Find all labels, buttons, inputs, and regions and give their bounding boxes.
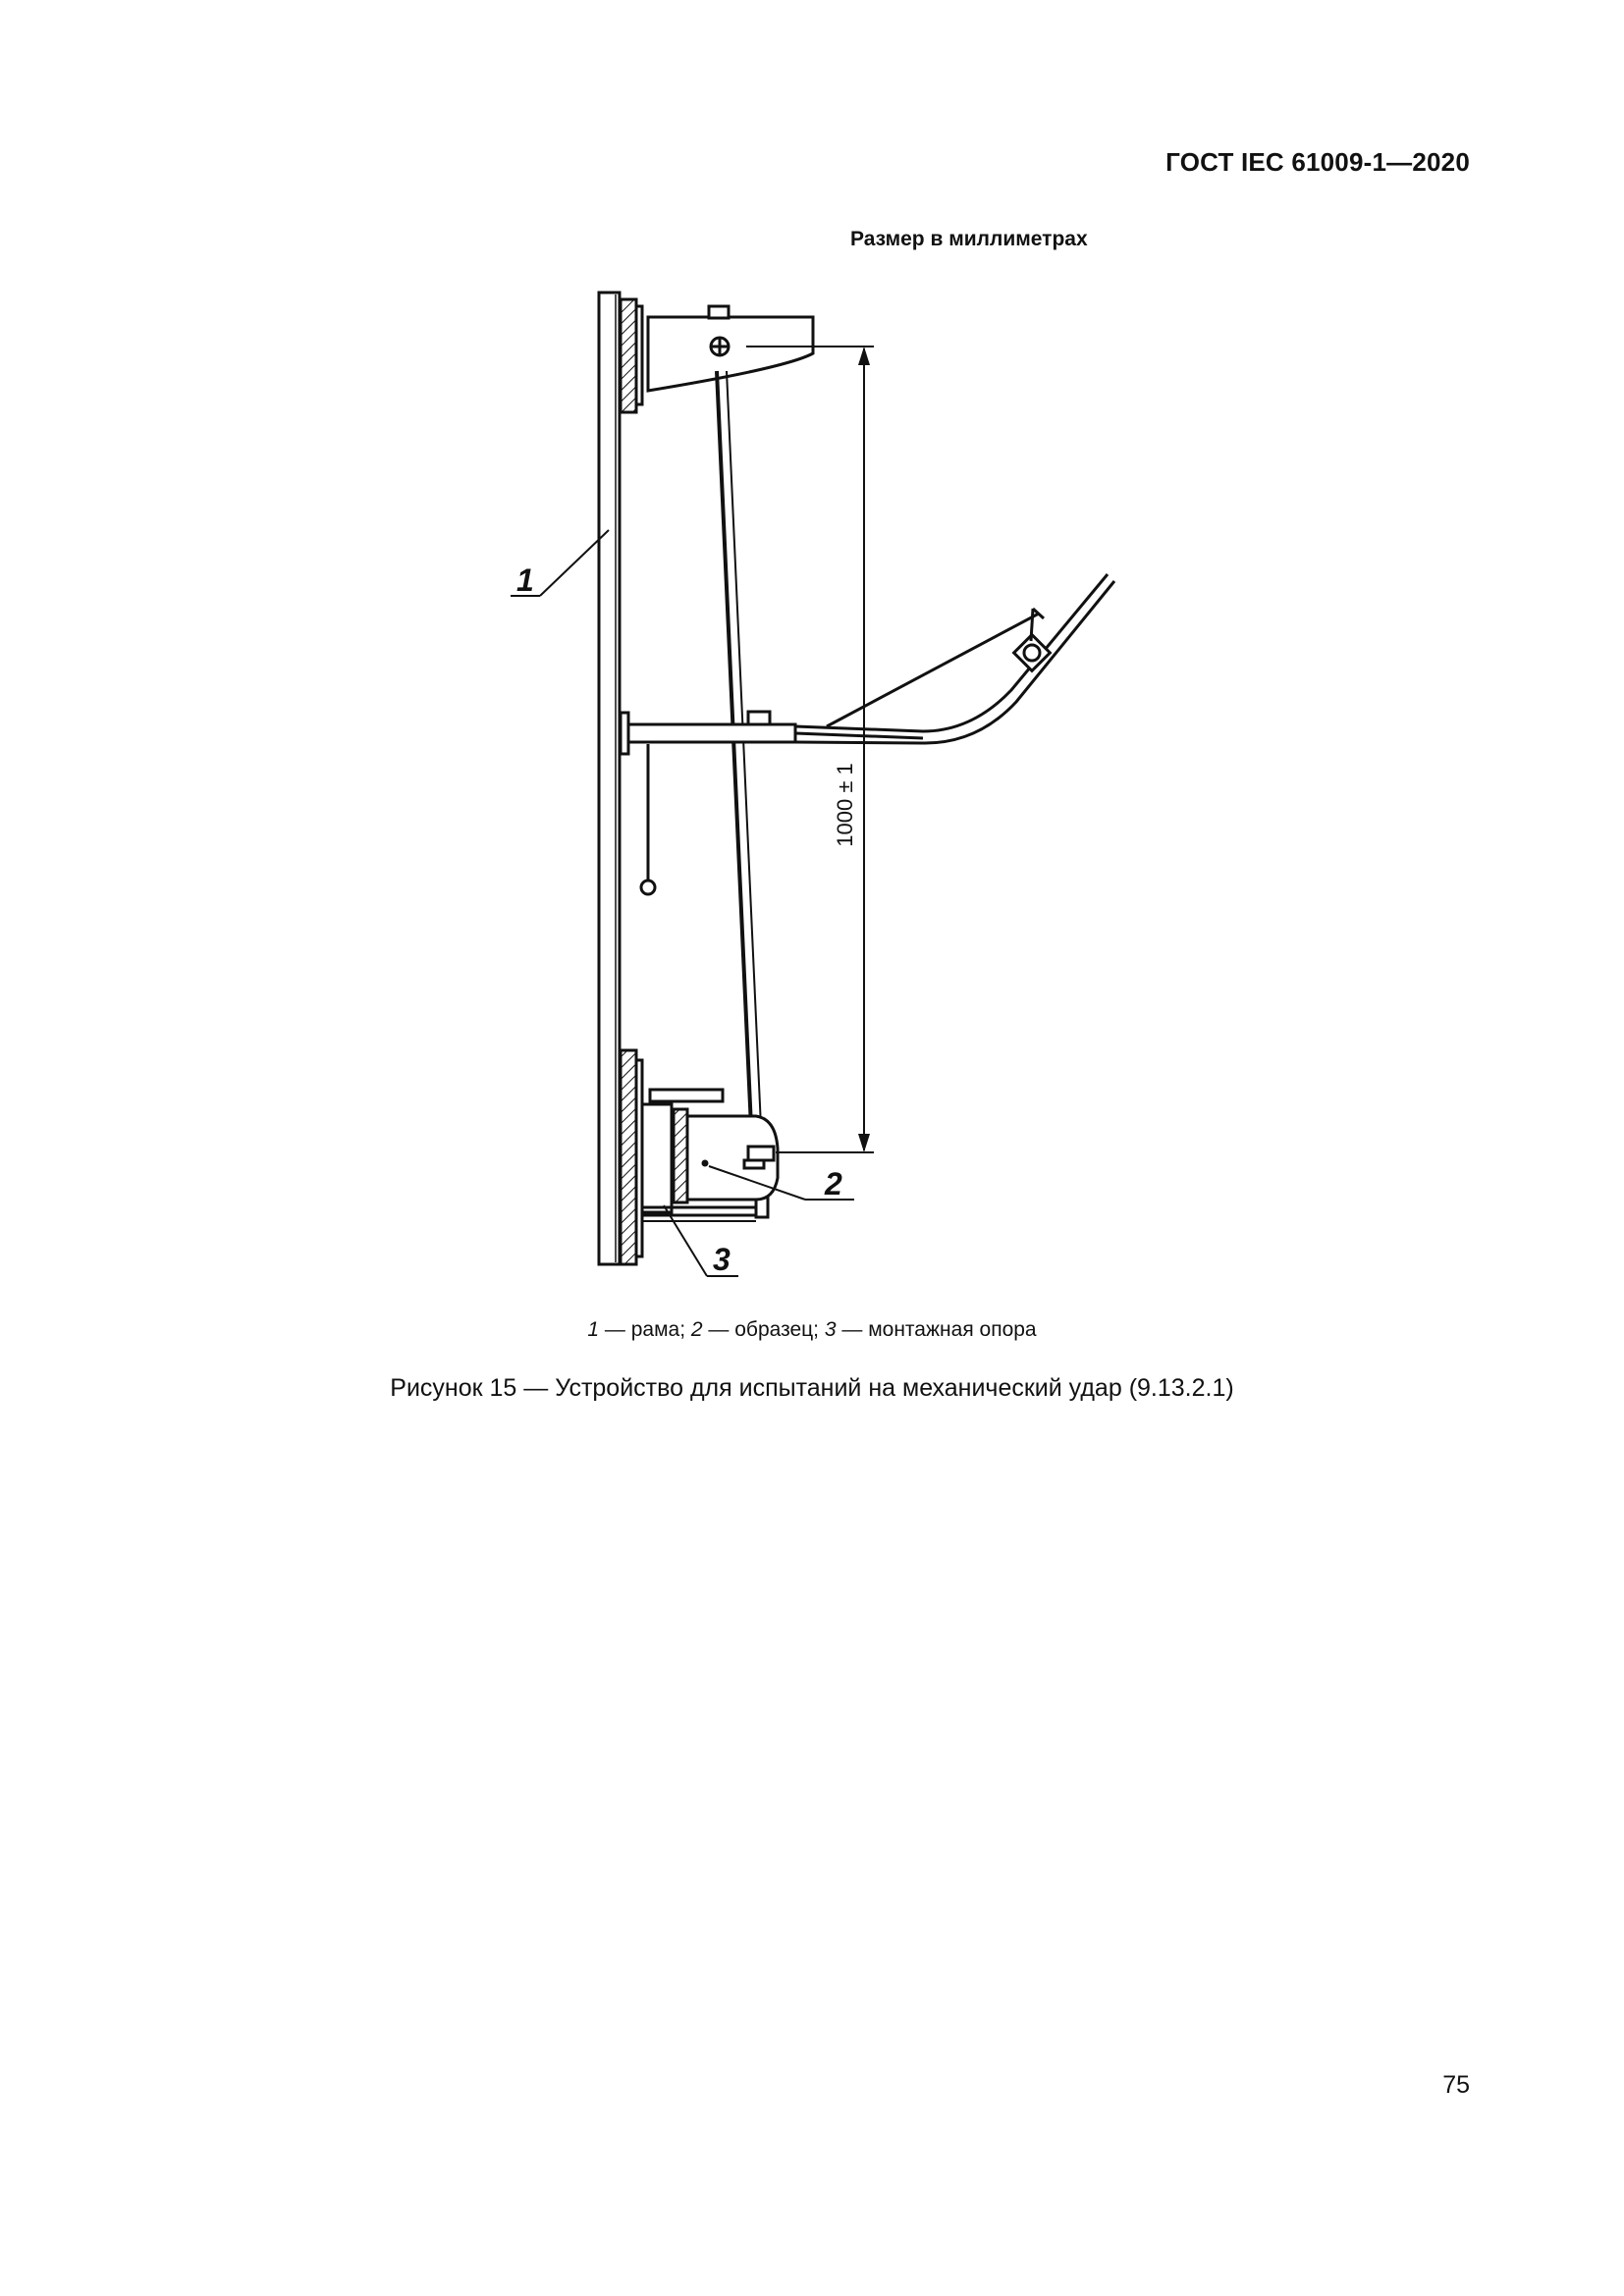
pendulum-rod — [717, 371, 752, 1148]
horizontal-arm — [628, 724, 795, 742]
striker-head — [748, 1147, 774, 1160]
callout-3: 3 — [713, 1242, 731, 1277]
figure-caption: Рисунок 15 — Устройство для испытаний на механический удар (9.13.2.1) — [390, 1374, 1234, 1402]
plumb-weight — [641, 881, 655, 894]
figure-legend — [0, 1318, 1624, 1342]
bottom-mount-plate — [621, 1050, 636, 1264]
callout-2: 2 — [825, 1166, 842, 1201]
legend-text-3: — монтажная опора — [836, 1318, 1037, 1341]
units-note: Размер в миллиметрах — [850, 228, 1088, 250]
mounting-support — [650, 1090, 723, 1101]
legend-num-1: 1 — [587, 1318, 600, 1341]
legend-text-1: — рама; — [599, 1318, 691, 1341]
legend-num-3: 3 — [824, 1318, 837, 1341]
top-mount-plate — [621, 299, 636, 412]
frame — [599, 293, 620, 1264]
callout-1: 1 — [516, 562, 534, 598]
legend-text-2: — образец; — [702, 1318, 825, 1341]
document-header: ГОСТ IEC 61009-1—2020 — [1165, 147, 1470, 177]
legend-num-2: 2 — [690, 1318, 703, 1341]
dimension-label: 1000 ± 1 — [833, 763, 857, 847]
top-bracket — [648, 317, 813, 391]
page-number: 75 — [1442, 2071, 1470, 2099]
